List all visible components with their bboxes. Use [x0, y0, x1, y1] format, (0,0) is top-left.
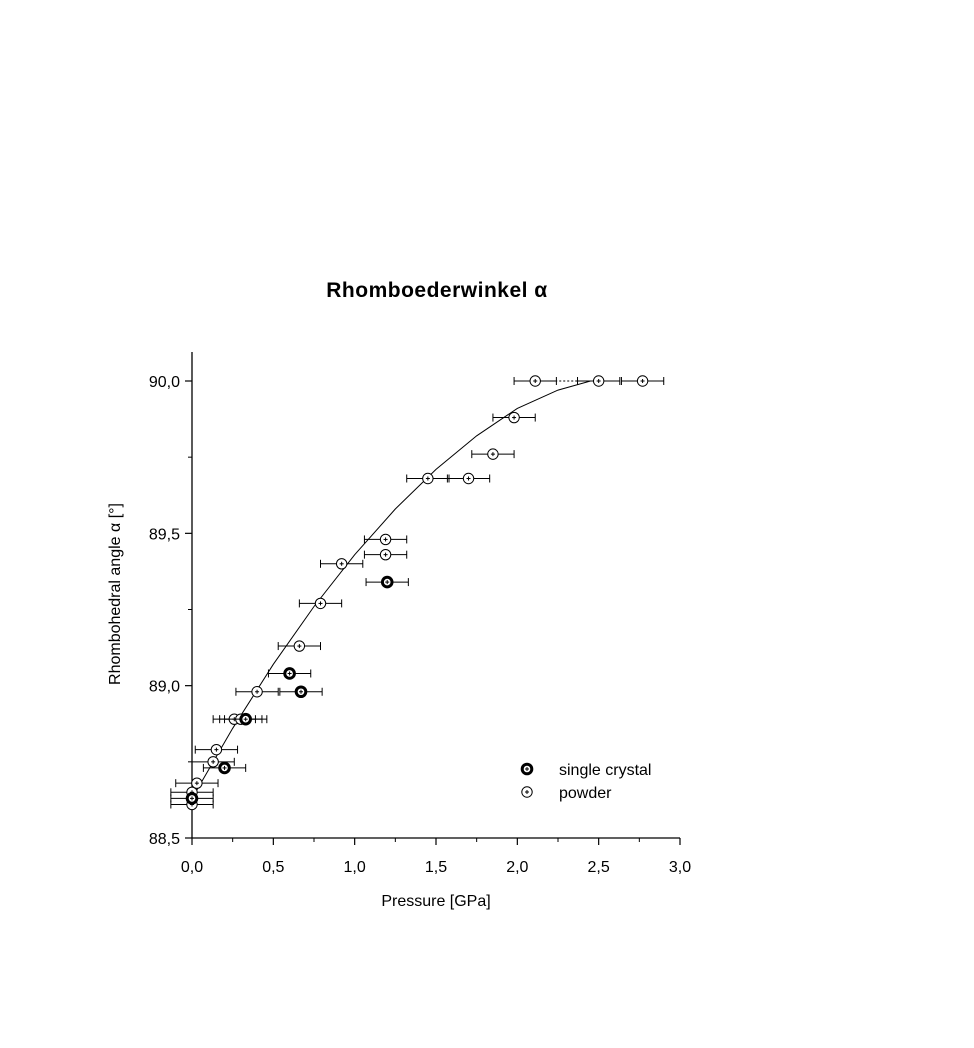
legend-label: single crystal — [559, 762, 652, 779]
x-tick-label: 0,5 — [262, 859, 285, 876]
y-tick-label: 90,0 — [148, 374, 180, 391]
chart-title: Rhomboederwinkel α — [326, 279, 548, 302]
y-tick-label: 89,0 — [148, 678, 180, 696]
data-points-layer — [171, 376, 664, 810]
x-tick-label: 1,5 — [424, 859, 448, 876]
x-tick-label: 0,0 — [180, 859, 204, 876]
y-axis-label: Rhombohedral angle α [°] — [107, 503, 124, 685]
legend-label: powder — [559, 785, 612, 802]
x-tick-label: 1,0 — [343, 859, 366, 876]
x-tick-label: 3,0 — [668, 859, 692, 876]
legend — [522, 762, 652, 802]
y-tick-label: 89,5 — [148, 526, 180, 544]
x-tick-label: 2,5 — [587, 859, 610, 876]
y-tick-label: 88,5 — [148, 831, 180, 848]
fit-curve — [192, 381, 591, 798]
series-single-crystal — [171, 577, 408, 803]
x-axis-label: Pressure [GPa] — [381, 893, 491, 910]
fit-curve-layer — [192, 381, 599, 798]
series-powder — [171, 376, 664, 810]
x-tick-label: 2,0 — [506, 859, 529, 876]
